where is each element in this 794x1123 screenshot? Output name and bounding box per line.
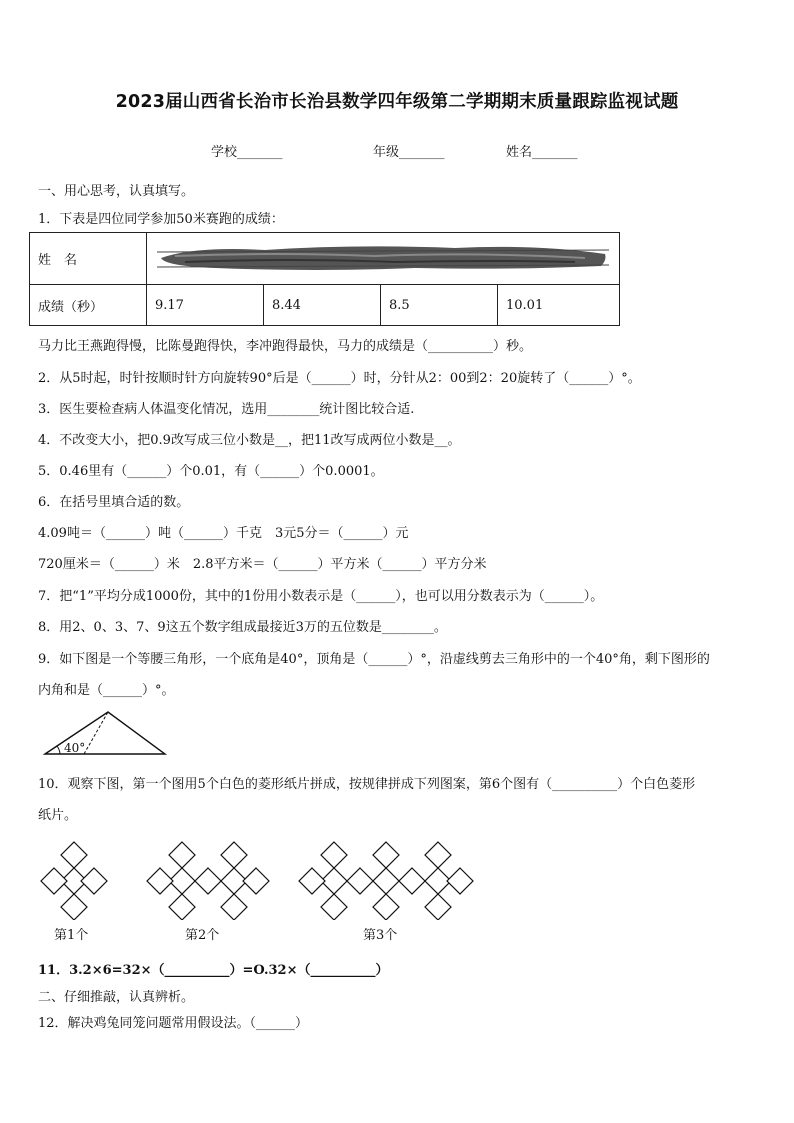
- question-4: 4．不改变大小，把0.9改写成三位小数是__，把11改写成两位小数是__。: [38, 433, 461, 448]
- question-12: 12．解决鸡兔同笼问题常用假设法。（______）: [38, 1016, 309, 1031]
- question-3: 3．医生要检查病人体温变化情况，选用________统计图比较合适.: [38, 402, 415, 417]
- table-header-name: 姓 名: [30, 233, 147, 285]
- question-10-line-2: 纸片。: [38, 808, 78, 823]
- question-11: 11．3.2×6=32×（__________）=O.32×（__________）: [38, 963, 389, 978]
- school-field: 学校_______: [211, 145, 283, 160]
- score-cell: 8.44: [264, 285, 381, 326]
- rhombus-pattern-3: [299, 842, 473, 920]
- redacted-scribble: [155, 240, 611, 274]
- question-6: 6．在括号里填合适的数。: [38, 495, 190, 510]
- rhombus-patterns: [38, 838, 478, 920]
- rhombus-pattern-2: [147, 842, 269, 920]
- section-2-heading: 二、仔细推敲，认真辨析。: [38, 990, 195, 1005]
- question-1-followup: 马力比王燕跑得慢，比陈曼跑得快，李冲跑得最快，马力的成绩是（__________）秒。: [38, 339, 533, 354]
- redacted-names-cell: [147, 233, 620, 285]
- table-header-score: 成绩（秒）: [30, 285, 147, 326]
- question-9-line-1: 9．如下图是一个等腰三角形，一个底角是40°，顶角是（______）°，沿虚线剪去三角形中的一个40°角，剩下图形的: [38, 652, 710, 667]
- question-7: 7．把“1”平均分成1000份，其中的1份用小数表示是（______），也可以用分数表示为（______）。: [38, 589, 604, 604]
- question-6-line-2: 720厘米＝（______）米 2.8平方米＝（______）平方米（______）平方分米: [38, 557, 487, 572]
- question-10-line-1: 10．观察下图，第一个图用5个白色的菱形纸片拼成，按规律拼成下列图案，第6个图有（__________）个白色菱形: [38, 777, 696, 792]
- name-field: 姓名_______: [506, 145, 578, 160]
- section-1-heading: 一、用心思考，认真填写。: [38, 184, 195, 199]
- grade-field: 年级_______: [373, 145, 445, 160]
- pattern-caption-2: 第2个: [185, 928, 220, 943]
- rhombus-pattern-1: [41, 842, 107, 920]
- question-2: 2．从5时起，时针按顺时针方向旋转90°后是（______）时，分针从2：00到2：20旋转了（______）°。: [38, 371, 641, 386]
- score-cell: 9.17: [147, 285, 264, 326]
- question-6-line-1: 4.09吨＝（______）吨（______）千克 3元5分＝（______）元: [38, 526, 409, 541]
- pattern-caption-1: 第1个: [54, 928, 89, 943]
- page-title: 2023届山西省长治市长治县数学四年级第二学期期末质量跟踪监视试题: [115, 92, 679, 112]
- race-score-table: [29, 232, 620, 326]
- score-cell: 8.5: [381, 285, 498, 326]
- question-8: 8．用2、0、3、7、9这五个数字组成最接近3万的五位数是________。: [38, 620, 447, 635]
- angle-label: 40°: [64, 741, 86, 755]
- question-5: 5．0.46里有（______）个0.01，有（______）个0.0001。: [38, 464, 384, 479]
- pattern-caption-3: 第3个: [363, 928, 398, 943]
- isosceles-triangle-figure: [40, 706, 170, 758]
- question-9-line-2: 内角和是（______）°。: [38, 683, 175, 698]
- score-cell: 10.01: [498, 285, 620, 326]
- question-1: 1．下表是四位同学参加50米赛跑的成绩：: [38, 212, 284, 227]
